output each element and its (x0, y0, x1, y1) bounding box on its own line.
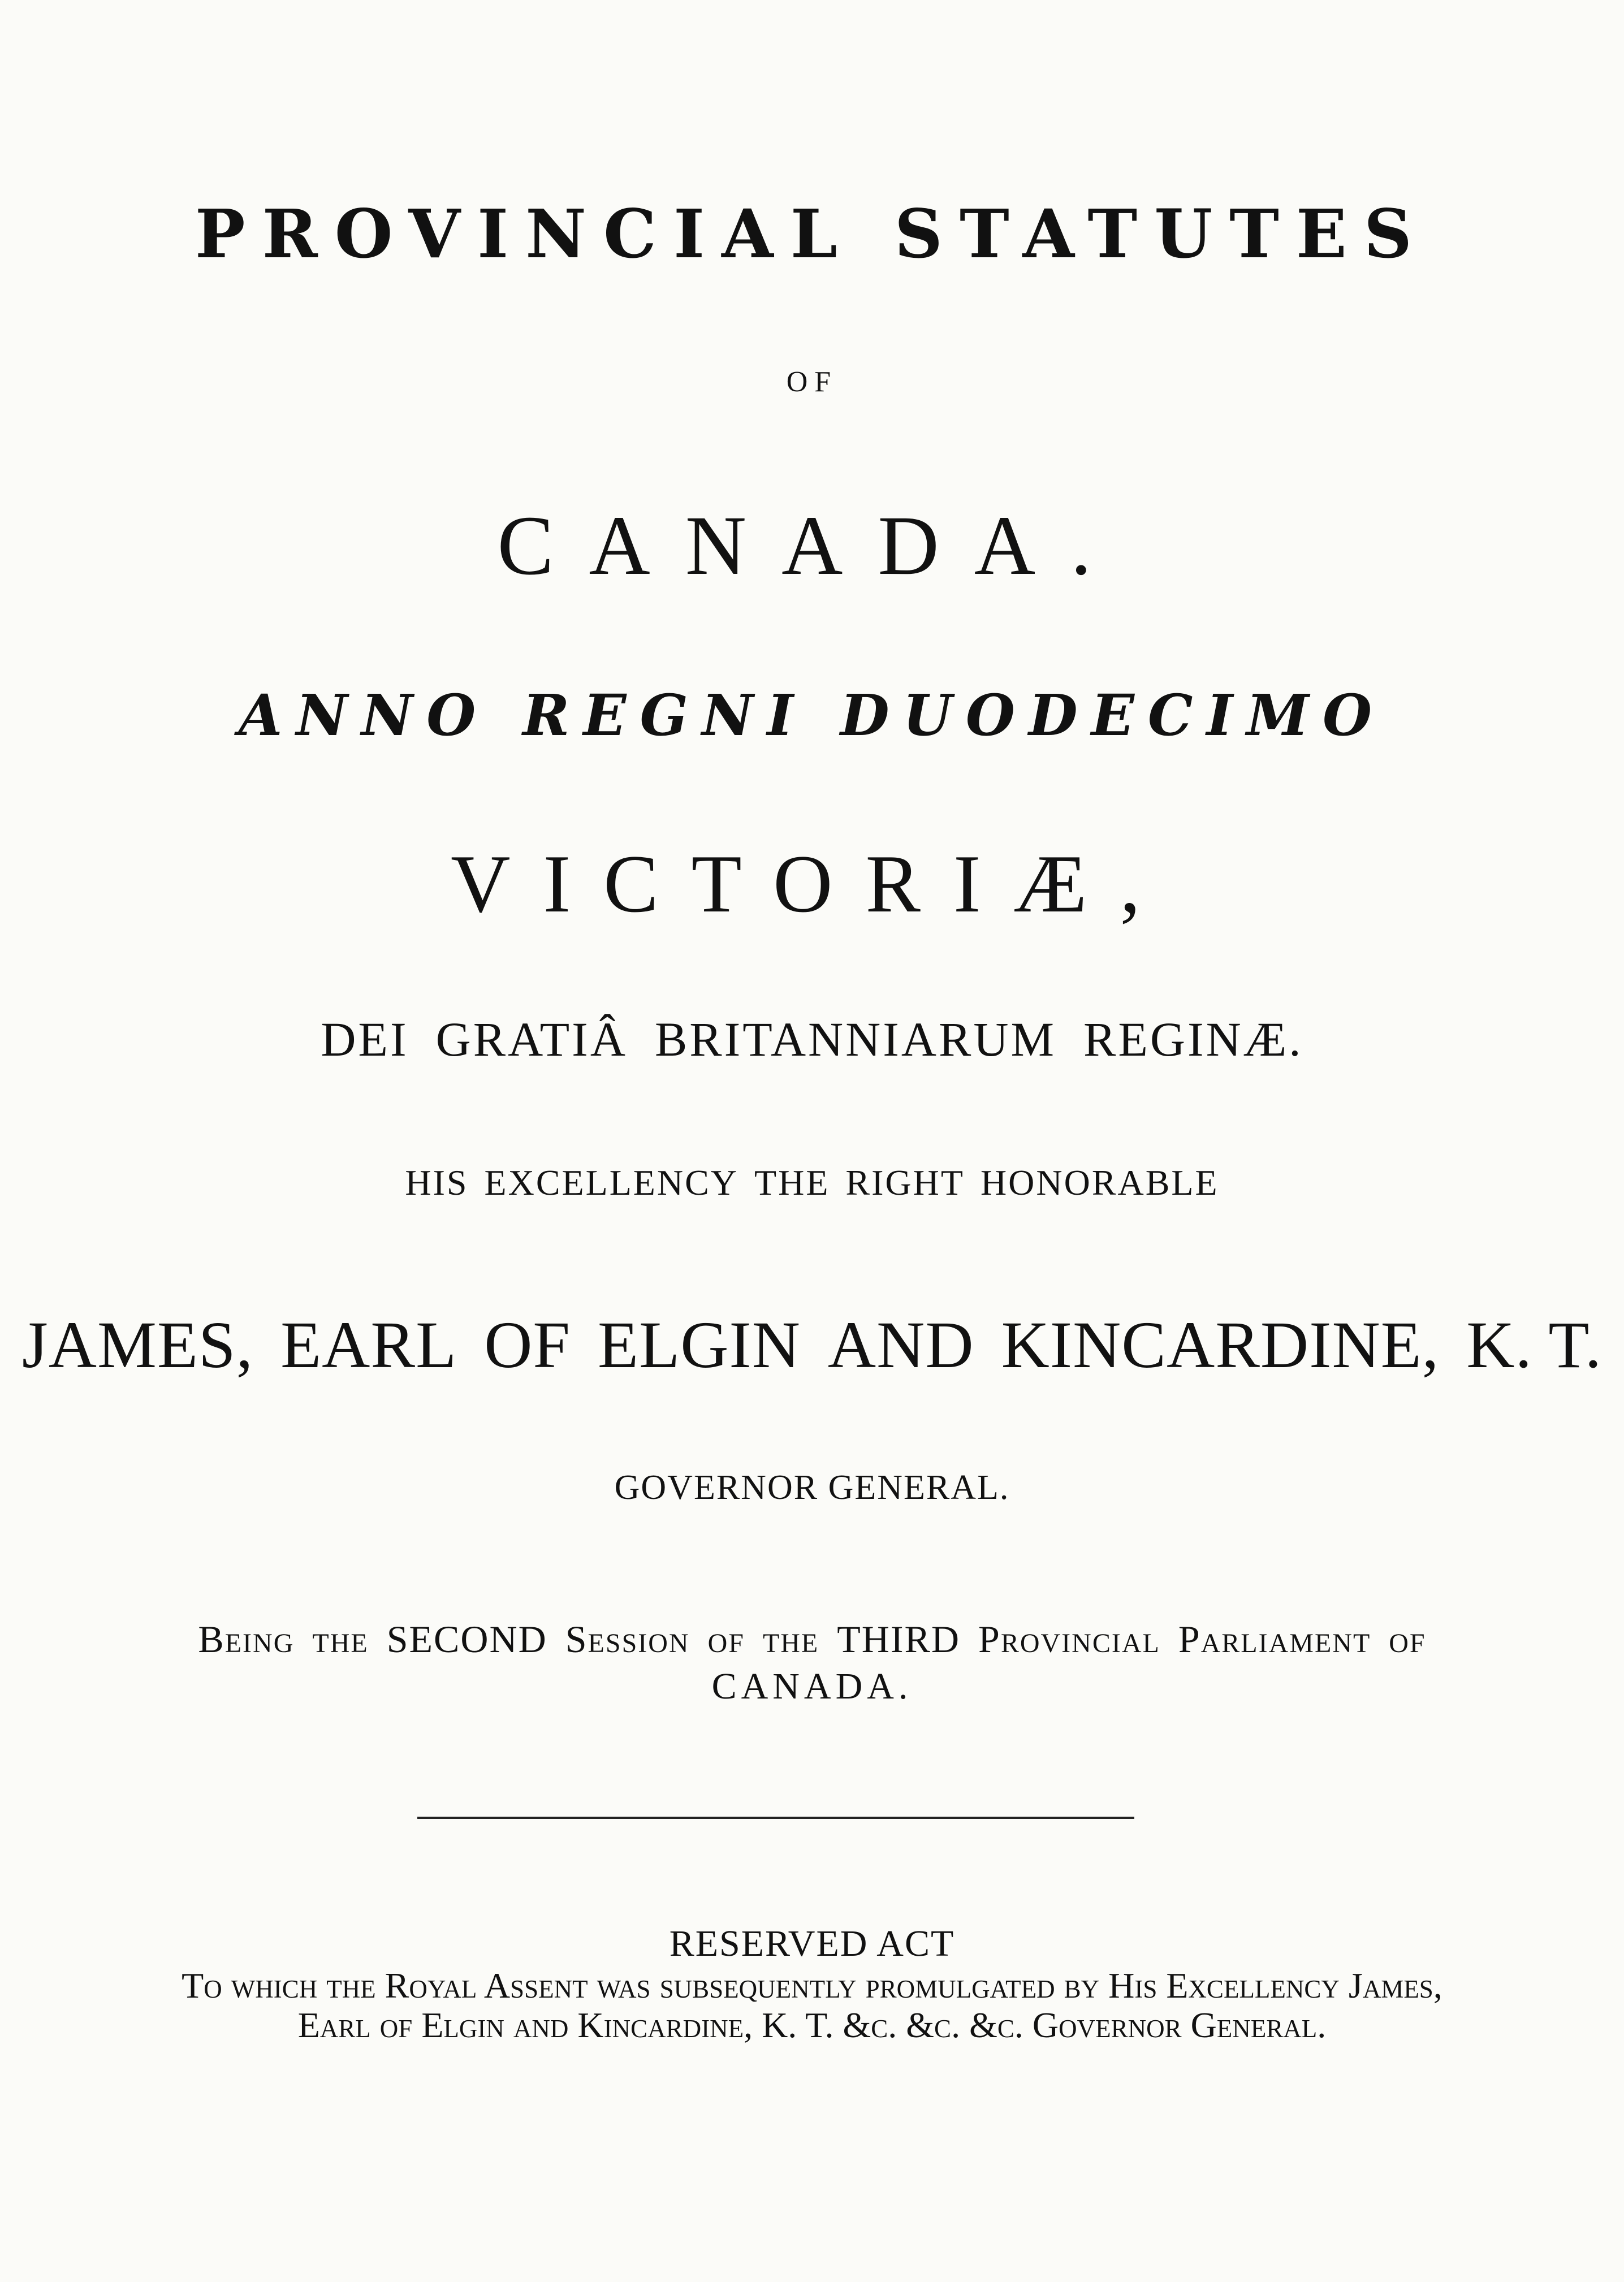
name-word: AND (827, 1308, 974, 1382)
dei-word: REGINÆ. (1083, 1012, 1303, 1066)
session-word: the (762, 1618, 819, 1661)
session-word: the (312, 1618, 369, 1661)
title-provincial-statutes: PROVINCIAL STATUTES (195, 195, 1429, 273)
name-word: EARL (280, 1308, 457, 1382)
intro-word: THE (754, 1162, 830, 1203)
horizontal-rule (417, 1817, 1134, 1819)
dei-word: GRATIÂ (435, 1012, 628, 1066)
session-word: SECOND (386, 1618, 547, 1661)
royal-assent-line-2: Earl of Elgin and Kincardine, K. T. &c. &c. &c. Governor General. (297, 2005, 1327, 2045)
dei-word: BRITANNIARUM (654, 1012, 1056, 1066)
title-of: OF (786, 366, 838, 398)
title-dei-gratia (0, 1012, 1624, 1066)
session-word: THIRD (837, 1618, 961, 1661)
title-anno-regni: ANNO REGNI DUODECIMO (238, 682, 1386, 749)
session-word: of (707, 1618, 745, 1661)
governor-intro (0, 1162, 1624, 1203)
intro-word: RIGHT (845, 1162, 965, 1203)
title-canada: CANADA. (497, 499, 1127, 593)
session-word: Provincial (978, 1618, 1160, 1661)
dei-word: DEI (321, 1012, 409, 1066)
session-word: Session (565, 1618, 690, 1661)
session-word: Being (198, 1618, 295, 1661)
intro-word: HONORABLE (980, 1162, 1219, 1203)
name-word: ELGIN (598, 1308, 801, 1382)
name-word: K. T. (1466, 1308, 1603, 1382)
session-statement (0, 1618, 1624, 1661)
title-victoriae: VICTORIÆ, (451, 838, 1173, 930)
intro-word: EXCELLENCY (484, 1162, 739, 1203)
session-canada: CANADA. (711, 1666, 913, 1707)
name-word: JAMES, (21, 1308, 254, 1382)
intro-word: HIS (405, 1162, 469, 1203)
name-word: KINCARDINE, (1001, 1308, 1440, 1382)
name-word: OF (484, 1308, 571, 1382)
governor-office: GOVERNOR GENERAL. (614, 1468, 1010, 1507)
governor-name (0, 1308, 1624, 1382)
reserved-act-heading: RESERVED ACT (669, 1923, 955, 1964)
session-word: of (1389, 1618, 1426, 1661)
session-word: Parliament (1178, 1618, 1371, 1661)
royal-assent-line-1: To which the Royal Assent was subsequently promulgated by His Excellency James, (182, 1965, 1442, 2006)
